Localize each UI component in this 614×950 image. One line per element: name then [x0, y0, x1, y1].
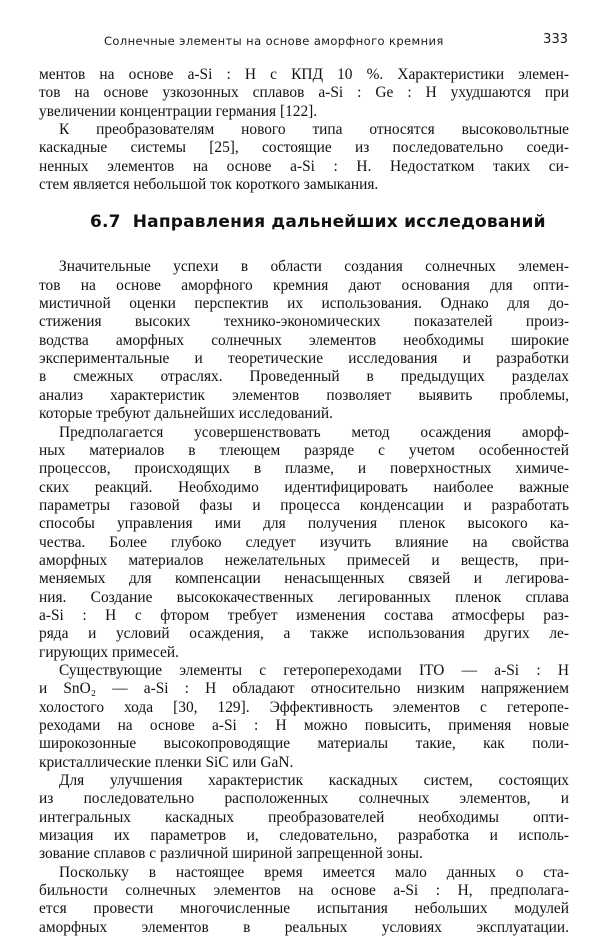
- text-line: аморфных материалов нежелательных примесей и веществ, при-: [39, 551, 569, 569]
- text-line: водства аморфных солнечных элементов необходимы широкие: [39, 331, 569, 349]
- text-line: в смежных отраслях. Проведенный в предыдущих разделах: [39, 368, 569, 386]
- text-line: холостого хода [30, 129]. Эффективность элементов с гетеропе-: [39, 698, 569, 716]
- text-line: Значительные успехи в области создания солнечных элемен-: [59, 258, 569, 276]
- text-line: меняемых для компенсации ненасыщенных связей и легирова-: [39, 570, 569, 588]
- text-line: зование сплавов с различной шириной запрещенной зоны.: [39, 845, 423, 863]
- paragraph-cascade-optimization: [39, 772, 569, 864]
- text-line: процессов, происходящих в плазме, и поверхностных химиче-: [39, 460, 569, 478]
- section-heading: [90, 211, 569, 233]
- text-line: тов на основе узкозонных сплавов a-Si : Ge : H ухудшаются при: [39, 84, 569, 102]
- text-line: широкозонные высокопроводящие материалы такие, как поли-: [39, 735, 569, 753]
- running-head: Солнечные элементы на основе аморфного кремния: [104, 34, 444, 48]
- text-line: ется провести многочисленные испытания небольших модулей: [39, 900, 569, 918]
- text-line: аморфных элементов в реальных условиях эксплуатации.: [39, 918, 569, 936]
- text-line: Существующие элементы с гетеропереходами ITO — a-Si : H: [59, 661, 569, 679]
- text-line: ряда и условий осаждения, а также использования других ле-: [39, 625, 569, 643]
- text-line: интегральных каскадных преобразователей необходимы опти-: [39, 808, 569, 826]
- text-line: бильности солнечных элементов на основе a-Si : H, предполага-: [39, 882, 569, 900]
- text-line: стижения высоких технико-экономических показателей произ-: [39, 313, 569, 331]
- paragraph-heterojunctions: [39, 662, 569, 772]
- text-line: анализ характеристик элементов позволяет выявить проблемы,: [39, 386, 569, 404]
- text-line: параметры газовой фазы и процесса конденсации и разработать: [39, 496, 569, 514]
- text-line: стем является небольшой ток короткого замыкания.: [39, 176, 379, 194]
- text-line: ских реакций. Необходимо идентифицировать наиболее важные: [39, 478, 569, 496]
- text-line: Для улучшения характеристик каскадных систем, состоящих: [59, 772, 569, 790]
- text-line: способы управления ими для получения пленок высокого ка-: [39, 515, 569, 533]
- text-line: мистичной оценки перспектив их использования. Однако для до-: [39, 295, 569, 313]
- section-number: 6.7: [90, 212, 121, 233]
- text-line: тов на основе аморфного кремния дают основания для опти-: [39, 276, 569, 294]
- body-text: [39, 66, 569, 937]
- paragraph-stability-testing: [39, 864, 569, 937]
- text-line: экспериментальные и теоретические исследования и разработки: [39, 350, 569, 368]
- text-line: мизация их параметров и, следовательно, разработка и исполь-: [39, 827, 569, 845]
- text-line: К преобразователям нового типа относятся высоковольтные: [59, 121, 569, 139]
- paragraph-glow-discharge-deposition: [39, 424, 569, 662]
- text-line: Предполагается усовершенствовать метод осаждения аморф-: [59, 423, 569, 441]
- text-line: которые требуют дальнейших исследований.: [39, 405, 333, 423]
- text-line: реходами на основе a-Si : H можно повысить, применяя новые: [39, 717, 569, 734]
- text-line: ненных элементов на основе a-Si : H. Недостатком таких си-: [39, 157, 569, 175]
- text-line: каскадные системы [25], состоящие из последовательно соеди-: [39, 139, 569, 157]
- text-line: Поскольку в настоящее время имеется мало данных о ста-: [59, 863, 569, 881]
- text-line: a-Si : H с фтором требует изменения состава атмосферы раз-: [39, 606, 569, 624]
- text-line: кристаллические пленки SiC или GaN.: [39, 753, 294, 771]
- text-line: ных материалов в тлеющем разряде с учетом особенностей: [39, 441, 569, 459]
- paragraph-cascade-elements-continued: [39, 66, 569, 121]
- text-line: чества. Более глубоко следует изучить влияние на свойства: [39, 533, 569, 551]
- paragraph-high-voltage-cascades: [39, 121, 569, 194]
- text-line: увеличении концентрации германия [122].: [39, 102, 318, 120]
- text-line: из последовательно расположенных солнечных элементов, и: [39, 790, 569, 808]
- section-title: Направления дальнейших исследований: [132, 212, 546, 233]
- text-line: и SnO₂ — a-Si : H обладают относительно низким напряжением: [39, 680, 569, 698]
- text-line: ния. Создание высококачественных легированных пленок сплава: [39, 588, 569, 606]
- page-number: 333: [543, 32, 568, 47]
- text-line: гирующих примесей.: [39, 643, 179, 661]
- paragraph-research-directions-intro: [39, 258, 569, 423]
- text-line: ментов на основе a-Si : H с КПД 10 %. Характеристики элемен-: [39, 66, 569, 83]
